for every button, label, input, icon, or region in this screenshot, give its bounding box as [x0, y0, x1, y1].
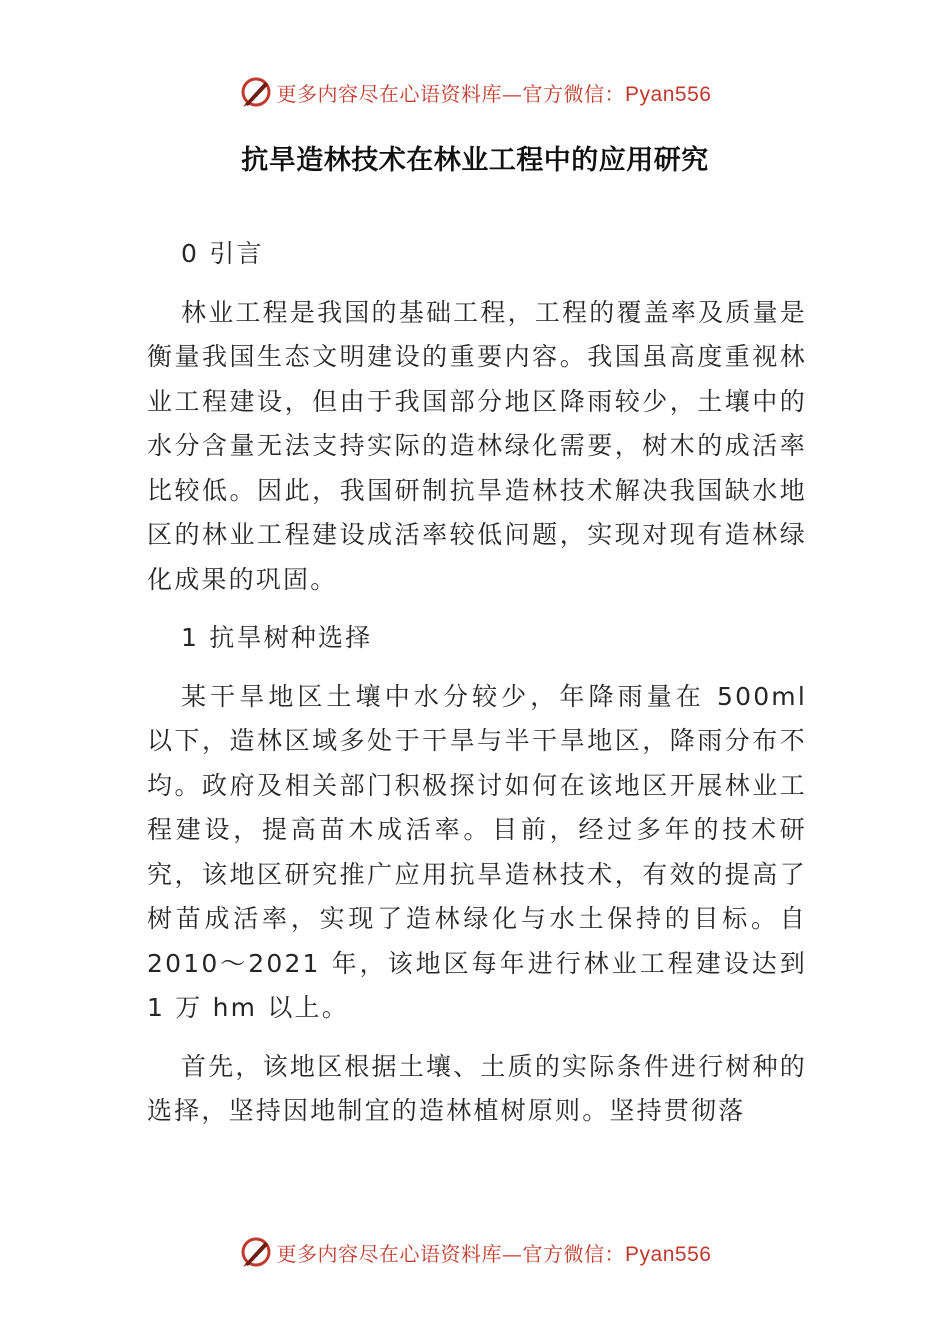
pen-logo-icon: [239, 1235, 273, 1269]
document-title: 抗旱造林技术在林业工程中的应用研究: [241, 145, 709, 176]
section-heading-intro: 0 引言: [181, 239, 264, 268]
paragraph-1-2: 首先，该地区根据土壤、土质的实际条件进行树种的选择，坚持因地制宜的造林植树原则。坚持贯彻落: [147, 1051, 807, 1125]
wechat-id: Pyan556: [625, 1242, 712, 1266]
header-banner: [0, 70, 950, 114]
pen-logo-icon: [239, 75, 273, 109]
banner-text: 更多内容尽在心语资料库—官方微信：Pyan556: [276, 81, 712, 106]
wechat-id: Pyan556: [625, 82, 712, 106]
paragraph-1-1: 某干旱地区土壤中水分较少，年降雨量在 500ml 以下，造林区域多处于干旱与半干旱地区，降雨分布不均。政府及相关部门积极探讨如何在该地区开展林业工程建设，提高苗木成活率。目前，经过多年的技术研究，该地区研究推广应用抗旱造林技术，有效的提高了树苗成活率，实现了造林绿化与水土保持的目标。自 2010～2021 年，该地区每年进行林业工程建设达到 1 万 hm 以上。: [147, 681, 807, 1022]
section-heading-1: 1 抗旱树种选择: [181, 623, 373, 652]
document-body: [147, 232, 807, 1148]
banner-text: 更多内容尽在心语资料库—官方微信：Pyan556: [276, 1241, 712, 1266]
footer-banner: [0, 1230, 950, 1274]
paragraph-intro: 林业工程是我国的基础工程，工程的覆盖率及质量是衡量我国生态文明建设的重要内容。我国虽高度重视林业工程建设，但由于我国部分地区降雨较少，土壤中的水分含量无法支持实际的造林绿化需要，树木的成活率比较低。因此，我国研制抗旱造林技术解决我国缺水地区的林业工程建设成活率较低问题，实现对现有造林绿化成果的巩固。: [147, 297, 807, 594]
